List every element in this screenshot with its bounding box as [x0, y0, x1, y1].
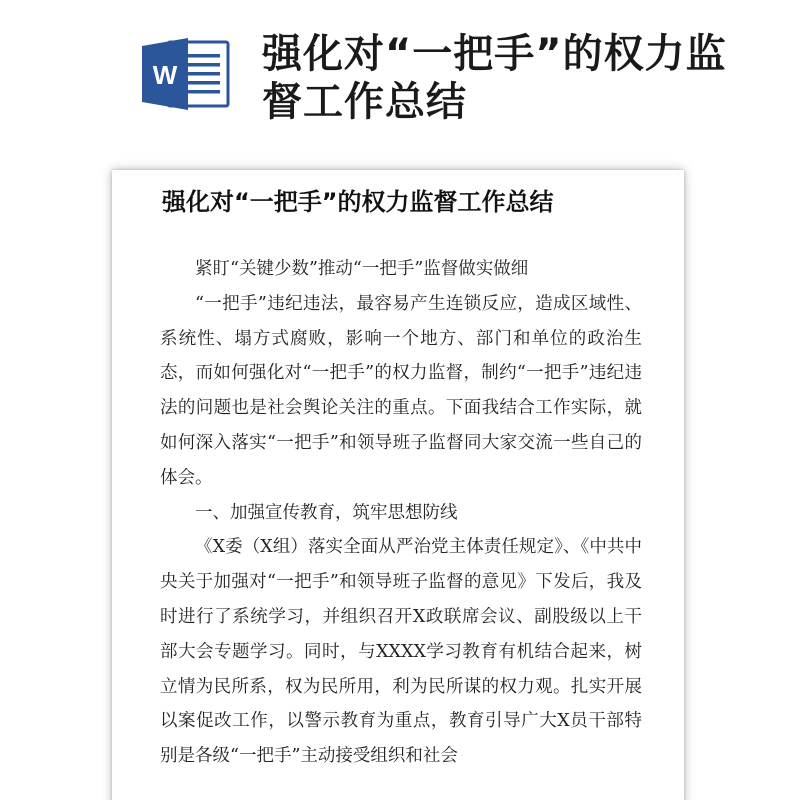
header: [0, 0, 800, 150]
word-logo-letter: W: [152, 60, 178, 90]
paragraph-subtitle: 紧盯“关键少数”推动“一把手”监督做实做细: [195, 259, 529, 279]
paragraph-section-1: 《X委（X组）落实全面从严治党主体责任规定》、《中共中央关于加强对“一把手”和领导班子监督的意见》下发后，我及时进行了系统学习，并组织召开X政联席会议、副股级以上干部大会专题学习。同时，与XXXX学习教育有机结合起来，树立情为民所系，权为民所用，利为民所谋的权力观。扎实开展以案促改工作，以警示教育为重点，教育引导广大X员干部特别是各级“一把手”主动接受组织和社会: [160, 537, 642, 767]
document-title: 强化对“一把手”的权力监督工作总结: [162, 188, 554, 216]
word-document-icon: [138, 34, 230, 114]
paragraph-intro: “一把手”违纪违法，最容易产生连锁反应，造成区域性、系统性、塌方式腐败，影响一个地方、部门和单位的政治生态，而如何强化对“一把手”的权力监督，制约“一把手”违纪违法的问题也是社会舆论关注的重点。下面我结合工作实际，就如何深入落实“一把手”和领导班子监督同大家交流一些自己的体会。: [160, 293, 642, 488]
section-heading: 一、加强宣传教育，筑牢思想防线: [195, 502, 458, 523]
header-title: 强化对“一把手”的权力监督工作总结: [262, 31, 727, 125]
document-body: [160, 252, 642, 774]
document-page: [112, 170, 684, 800]
